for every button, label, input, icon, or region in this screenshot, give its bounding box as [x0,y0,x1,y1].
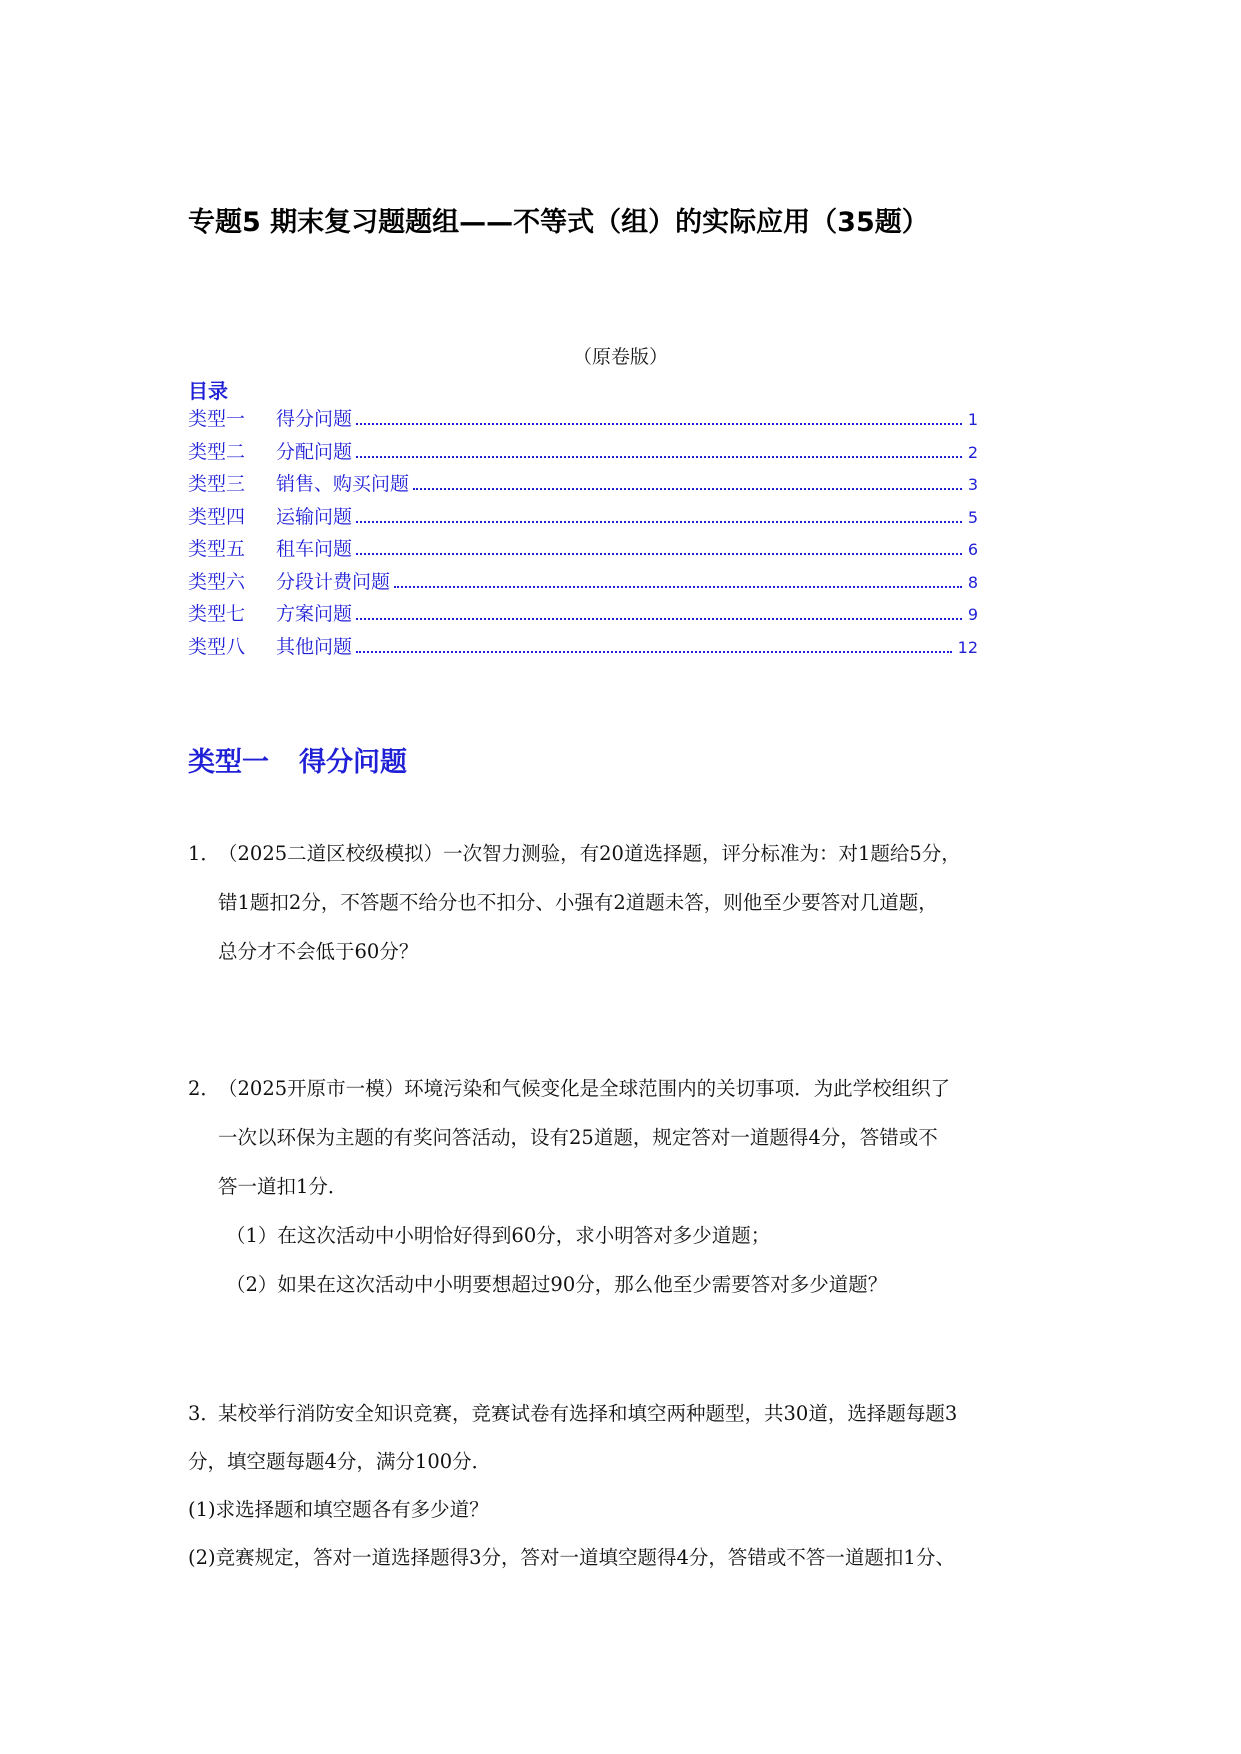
toc-item-5[interactable] [188,534,978,567]
sub-question-1: (1)求选择题和填空题各有多少道？ [188,1498,489,1521]
table-of-contents [188,404,978,664]
question-line: 答一道扣1分． [218,1175,348,1198]
section-type: 类型一 [188,747,269,778]
toc-item-7[interactable] [188,599,978,632]
toc-item-page: 12 [957,637,978,657]
toc-item-type: 类型二 [188,440,246,463]
question-line: 某校举行消防安全知识竞赛，竞赛试卷有选择和填空两种题型，共30道，选择题每题3 [218,1402,958,1425]
question-2 [188,1064,1068,1309]
toc-item-name: 租车问题 [276,538,353,560]
toc-item-name: 其他问题 [276,635,353,658]
toc-item-4[interactable] [188,502,978,535]
sub-question-2: (2)竞赛规定，答对一道选择题得3分，答对一道填空题得4分，答错或不答一道题扣1分、 [188,1546,955,1569]
question-line: 总分才不会低于60分？ [218,940,419,963]
toc-dot-leader [356,617,962,620]
sub-question-1: （1）在这次活动中小明恰好得到60分，求小明答对多少道题； [226,1224,771,1247]
toc-item-page: 9 [967,605,978,624]
toc-item-type: 类型三 [188,473,246,495]
toc-item-1[interactable] [188,404,978,437]
sub-question-2: （2）如果在这次活动中小明要想超过90分，那么他至少需要答对多少道题？ [226,1273,888,1296]
section-heading [188,740,407,779]
toc-item-name: 得分问题 [276,408,353,430]
toc-dot-leader [413,487,962,490]
toc-item-3[interactable] [188,469,978,502]
document-title: 专题5 期末复习题题组——不等式（组）的实际应用（35题） [188,207,929,238]
question-line: （2025开原市一模）环境污染和气候变化是全球范围内的关切事项．为此学校组织了 [218,1077,951,1100]
question-line: 一次以环保为主题的有奖问答活动，设有25道题，规定答对一道题得4分，答错或不 [218,1126,938,1149]
toc-item-type: 类型五 [188,538,246,560]
toc-dot-leader [356,650,952,653]
question-line: （2025二道区校级模拟）一次智力测验，有20道选择题，评分标准为：对1题给5分， [218,842,961,865]
toc-item-8[interactable] [188,632,978,665]
question-line: 分，填空题每题4分，满分100分． [188,1450,492,1473]
toc-dot-leader [356,520,962,523]
toc-item-page: 6 [967,540,978,559]
toc-dot-leader [356,455,962,458]
toc-item-type: 类型八 [188,635,246,658]
toc-item-page: 1 [967,410,978,429]
toc-dot-leader [356,422,962,425]
question-1 [188,829,1068,976]
toc-item-name: 运输问题 [276,505,353,528]
toc-item-type: 类型六 [188,570,246,593]
toc-item-2[interactable] [188,437,978,470]
document-subtitle: （原卷版） [572,346,668,368]
question-number: 3． [188,1402,220,1425]
toc-item-type: 类型四 [188,505,246,528]
question-3 [188,1390,1068,1582]
toc-item-type: 类型七 [188,603,246,625]
toc-item-name: 分段计费问题 [276,570,391,593]
question-number: 2． [188,1077,220,1100]
toc-item-name: 销售、购买问题 [276,473,410,495]
toc-heading: 目录 [188,379,228,403]
question-number: 1． [188,842,220,865]
question-line: 错1题扣2分，不答题不给分也不扣分、小强有2道题未答，则他至少要答对几道题， [218,891,938,914]
toc-item-page: 3 [967,475,978,494]
toc-dot-leader [356,552,962,555]
toc-item-6[interactable] [188,567,978,600]
toc-item-name: 方案问题 [276,603,353,625]
toc-item-page: 2 [967,442,978,462]
toc-item-page: 5 [967,507,978,527]
toc-dot-leader [394,585,962,588]
section-name: 得分问题 [299,747,407,778]
toc-item-name: 分配问题 [276,440,353,463]
toc-item-page: 8 [967,572,978,592]
toc-item-type: 类型一 [188,408,246,430]
